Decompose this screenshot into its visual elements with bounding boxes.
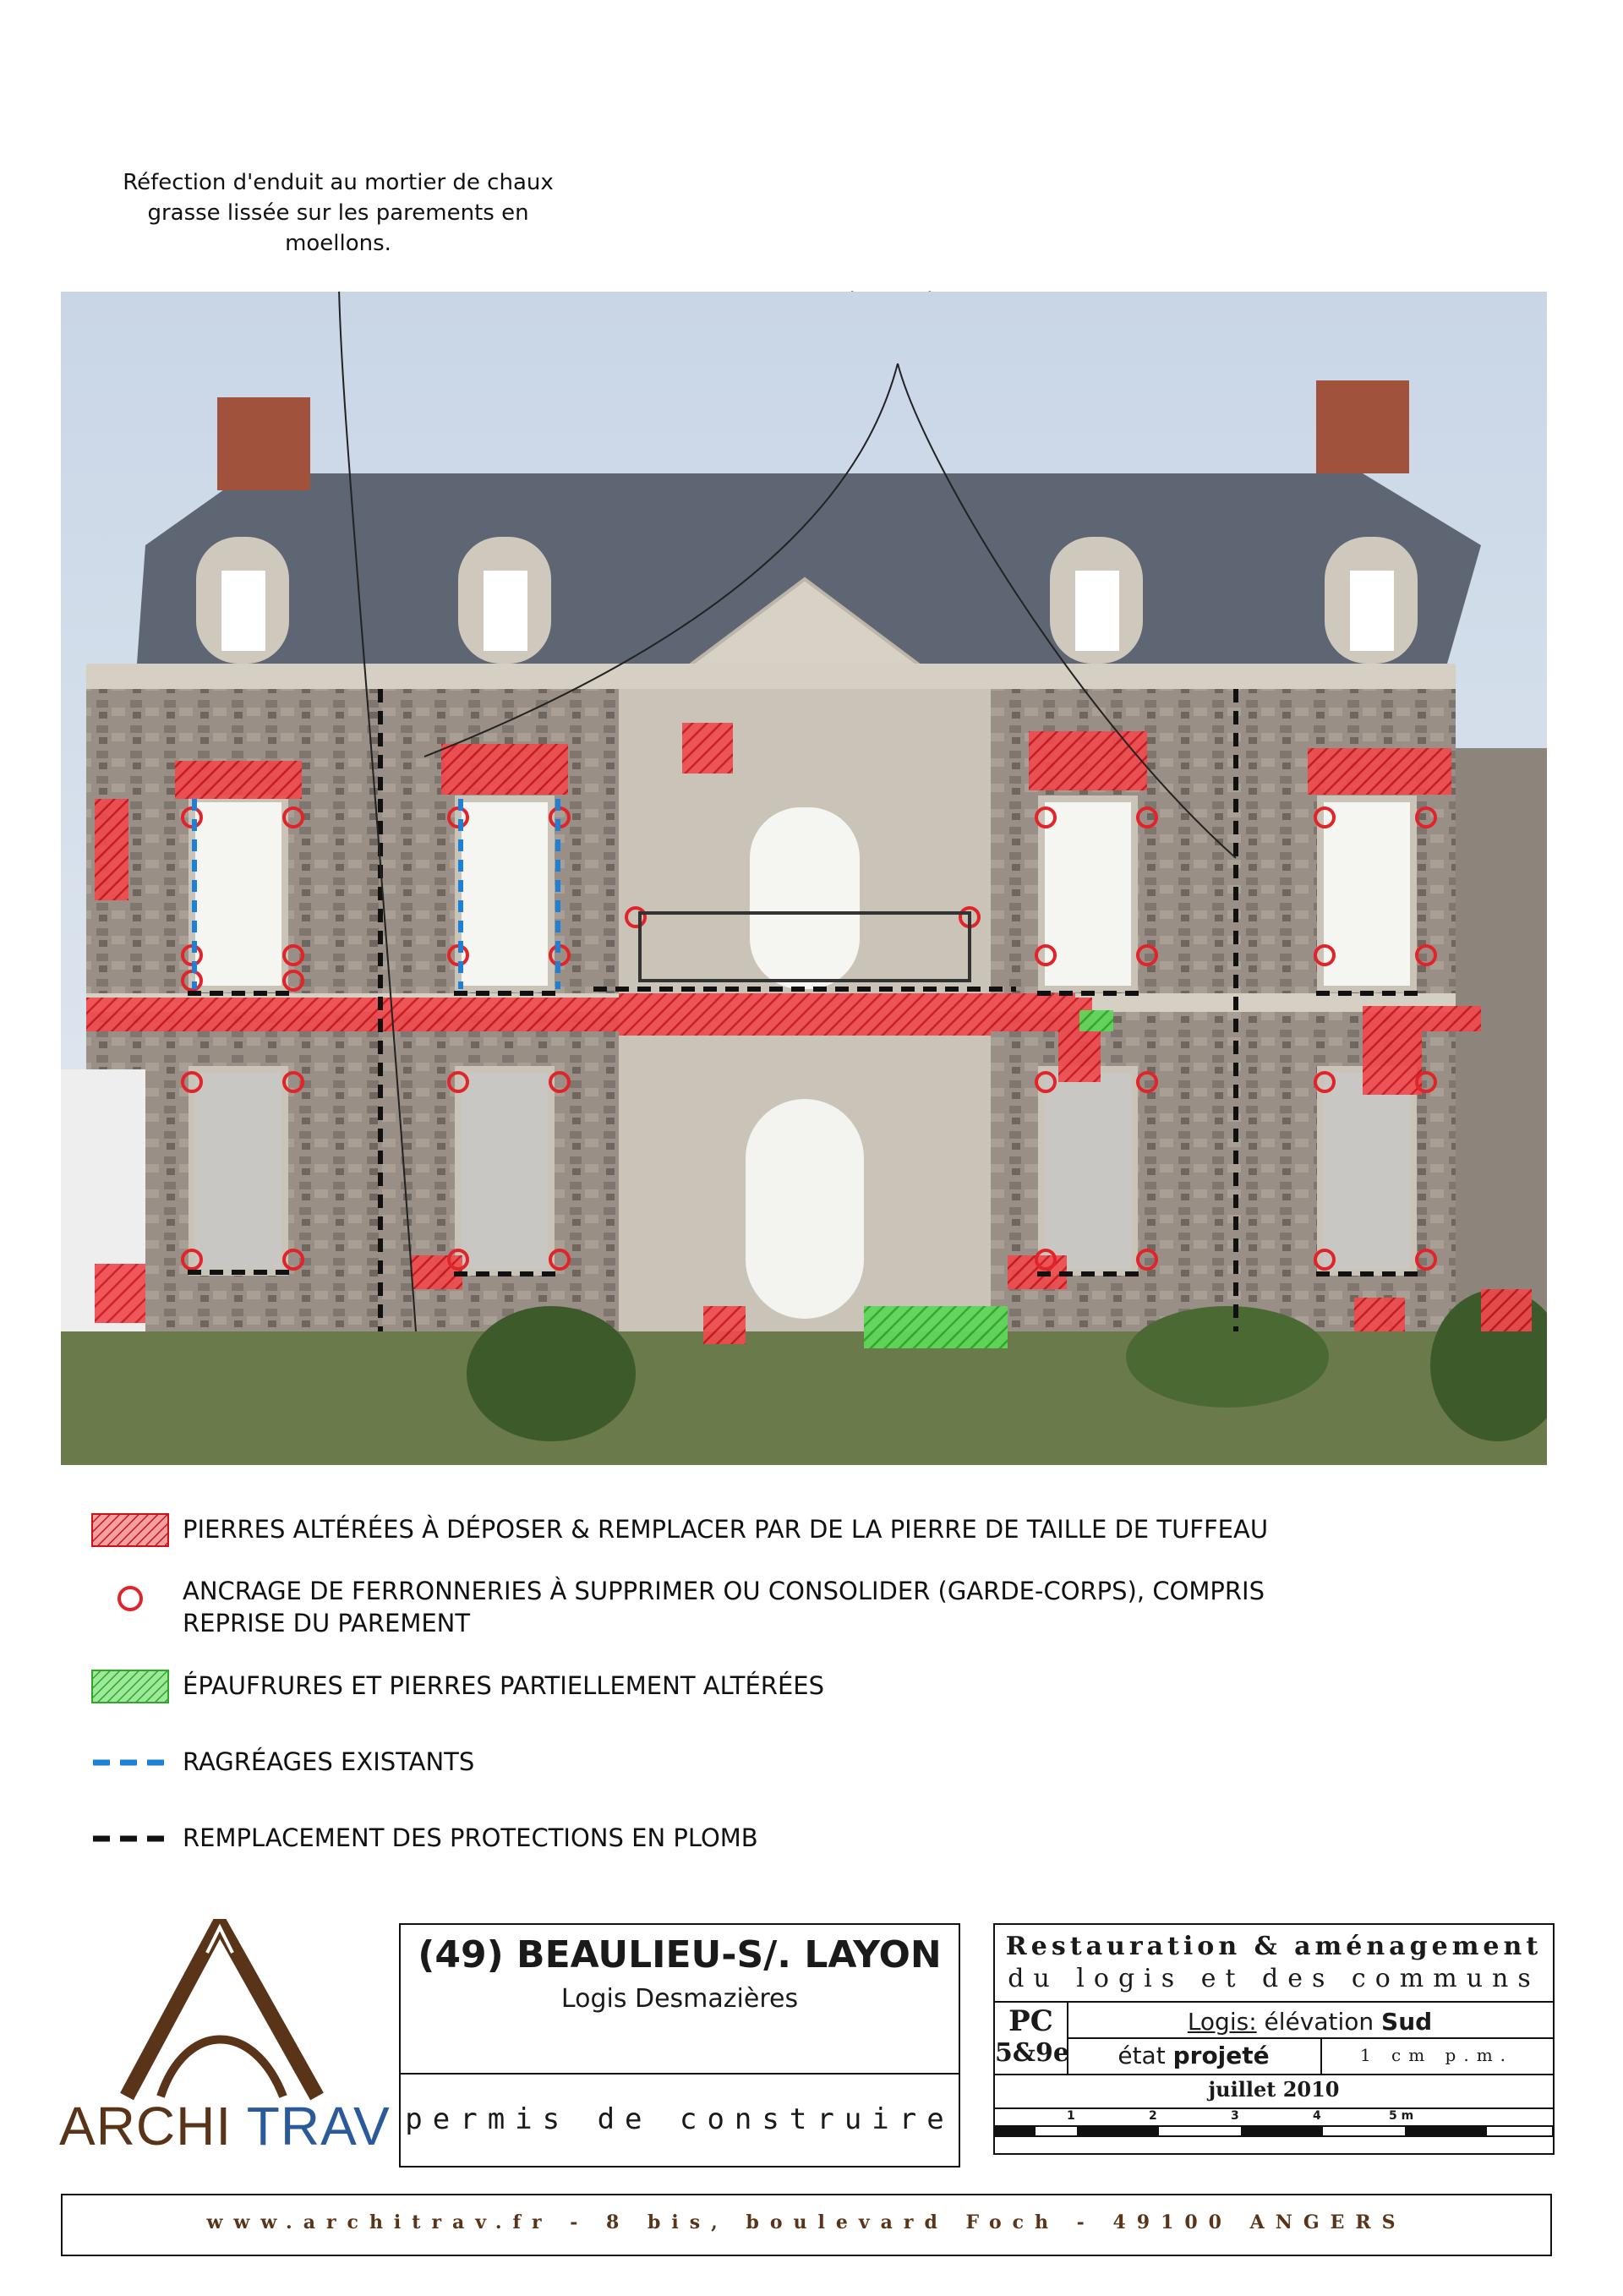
sheet-code-1: PC: [1008, 2004, 1053, 2038]
blue-dash-icon: [91, 1746, 169, 1779]
scale-tick-label: 3: [1231, 2109, 1239, 2123]
state-prefix: état: [1118, 2042, 1173, 2069]
green-hatch-icon: [91, 1670, 169, 1703]
legend-label: ANCRAGE DE FERRONNERIES À SUPPRIMER OU CONSOLIDER (GARDE-CORPS), COMPRIS: [183, 1577, 1265, 1605]
legend: [0, 1505, 1623, 1868]
architrav-logo: [59, 1919, 391, 2173]
scale-tick-label: 1: [1067, 2109, 1075, 2123]
red-hatch-icon: [91, 1513, 169, 1547]
project-box: [993, 1923, 1555, 2155]
legend-label: REPRISE DU PAREMENT: [183, 1609, 471, 1637]
footer-box: [61, 2194, 1552, 2256]
date-label: juillet 2010: [1208, 2077, 1340, 2102]
logo-a-icon: [59, 1919, 380, 2105]
location-box: [399, 1923, 960, 2168]
sheet-bold: Sud: [1381, 2008, 1433, 2036]
phase-label: permis de construire: [405, 2102, 954, 2136]
sheet-code-2: 5&9e: [995, 2038, 1069, 2068]
legend-item-black-dash: [91, 1822, 1528, 1856]
project-line-2: du logis et des communs: [1008, 1964, 1540, 1993]
scale-bar-graphic: [995, 2123, 1553, 2153]
logo-text-archi: ARCHI: [59, 2096, 232, 2157]
scale-tick-label: 4: [1313, 2109, 1321, 2123]
facade-photo: [61, 292, 1547, 1465]
scale-tick-label: 2: [1149, 2109, 1157, 2123]
scale-bar: [995, 2107, 1553, 2153]
state-label: [1067, 2042, 1320, 2069]
legend-label: RAGRÉAGES EXISTANTS: [183, 1747, 475, 1776]
legend-label: PIERRES ALTÉRÉES À DÉPOSER & REMPLACER PAR DE LA PIERRE DE TAILLE DE TUFFEAU: [183, 1515, 1269, 1544]
legend-label: ÉPAUFRURES ET PIERRES PARTIELLEMENT ALTÉRÉES: [183, 1671, 824, 1700]
legend-item-blue-dash: [91, 1746, 1528, 1779]
sheet-prefix: Logis:: [1187, 2008, 1257, 2036]
location-subtitle: Logis Desmazières: [560, 1984, 799, 2014]
state-bold: projeté: [1172, 2042, 1270, 2069]
scale-tick-label: 5 m: [1389, 2109, 1414, 2123]
logo-text-trav: TRAV: [246, 2096, 391, 2157]
sheet-main: élévation: [1256, 2008, 1382, 2036]
location-title: (49) BEAULIEU-S/. LAYON: [418, 1933, 942, 1976]
footer-address: www.architrav.fr - 8 bis, boulevard Foch - 49100 ANGERS: [206, 2211, 1407, 2233]
legend-label: REMPLACEMENT DES PROTECTIONS EN PLOMB: [183, 1823, 758, 1852]
legend-item-red-hatch: [91, 1513, 1528, 1547]
black-dash-icon: [91, 1822, 169, 1856]
annotation-enduit: Réfection d'enduit au mortier de chaux grasse lissée sur les parements en moellons.: [123, 170, 554, 256]
sheet-title: [1067, 2008, 1553, 2036]
project-line-1: Restauration & aménagement: [1005, 1932, 1543, 1961]
scale-label: 1 cm p.m.: [1359, 2045, 1514, 2065]
legend-item-red-circle: [91, 1577, 1528, 1644]
red-circle-icon: [91, 1582, 169, 1615]
legend-item-green-hatch: [91, 1670, 1528, 1703]
